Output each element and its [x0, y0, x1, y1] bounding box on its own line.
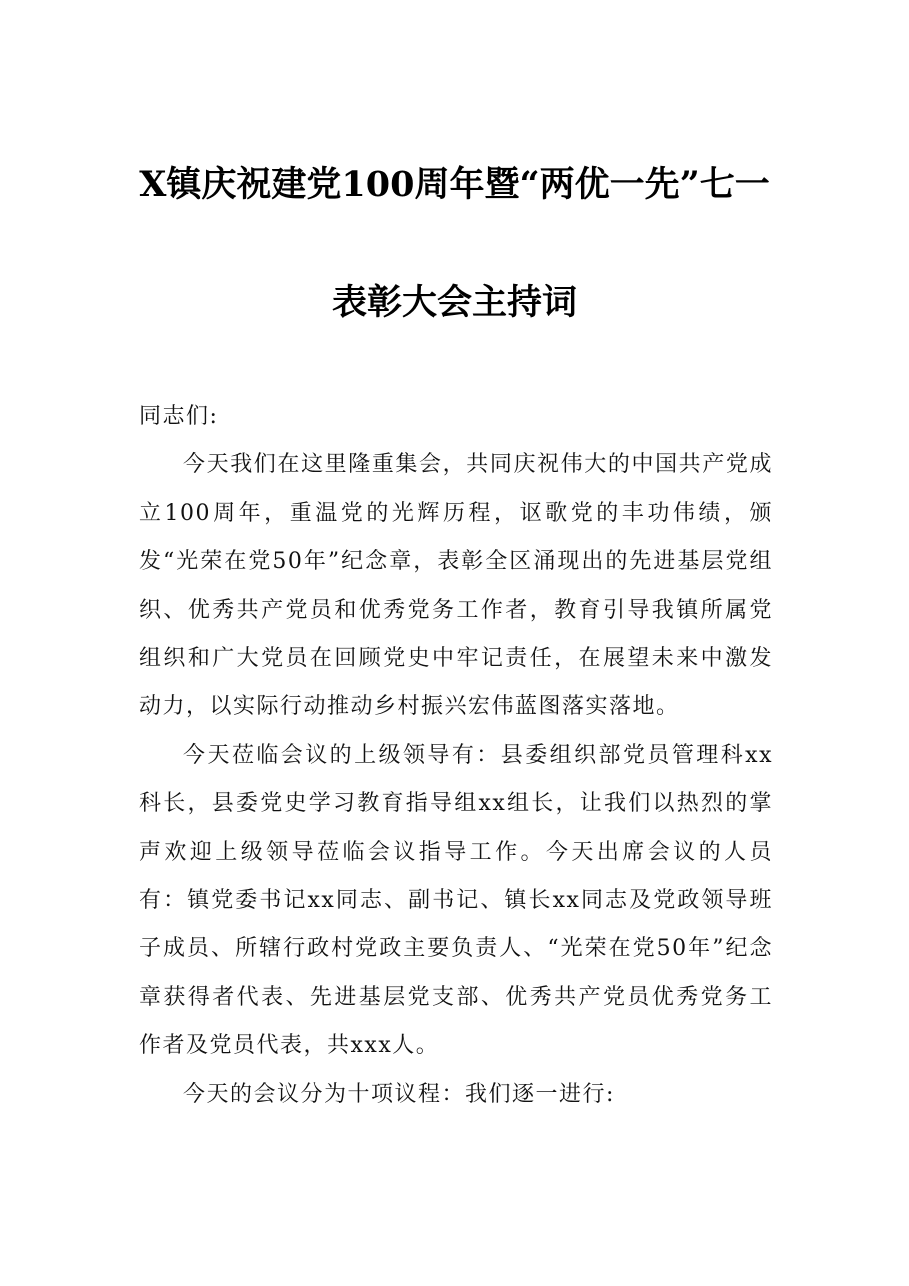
salutation: 同志们: — [139, 404, 219, 429]
document-body — [139, 393, 773, 1119]
document-title-line-1: X镇庆祝建党100周年暨“两优一先”七一 — [139, 164, 770, 206]
paragraph-agenda: 今天的会议分为十项议程：我们逐一进行: — [183, 1081, 615, 1107]
paragraph-attendees: 今天莅临会议的上级领导有：县委组织部党员管理科xx科长，县委党史学习教育指导组xx组长，让我们以热烈的掌声欢迎上级领导莅临会议指导工作。今天出席会议的人员有：镇党委书记xx同志、副书记、镇长xx同志及党政领导班子成员、所辖行政村党政主要负责人、“光荣在党50年”纪念章获得者代表、先进基层党支部、优秀共产党员优秀党务工作者及党员代表，共xxx人。 — [139, 742, 773, 1059]
document-title-line-2: 表彰大会主持词 — [331, 282, 577, 324]
paragraph-opening: 今天我们在这里隆重集会，共同庆祝伟大的中国共产党成立100周年，重温党的光辉历程，讴歌党的丰功伟绩，颁发“光荣在党50年”纪念章，表彰全区涌现出的先进基层党组织、优秀共产党员和优秀党务工作者，教育引导我镇所属党组织和广大党员在回顾党史中牢记责任，在展望未来中激发动力，以实际行动推动乡村振兴宏伟蓝图落实落地。 — [139, 452, 773, 720]
